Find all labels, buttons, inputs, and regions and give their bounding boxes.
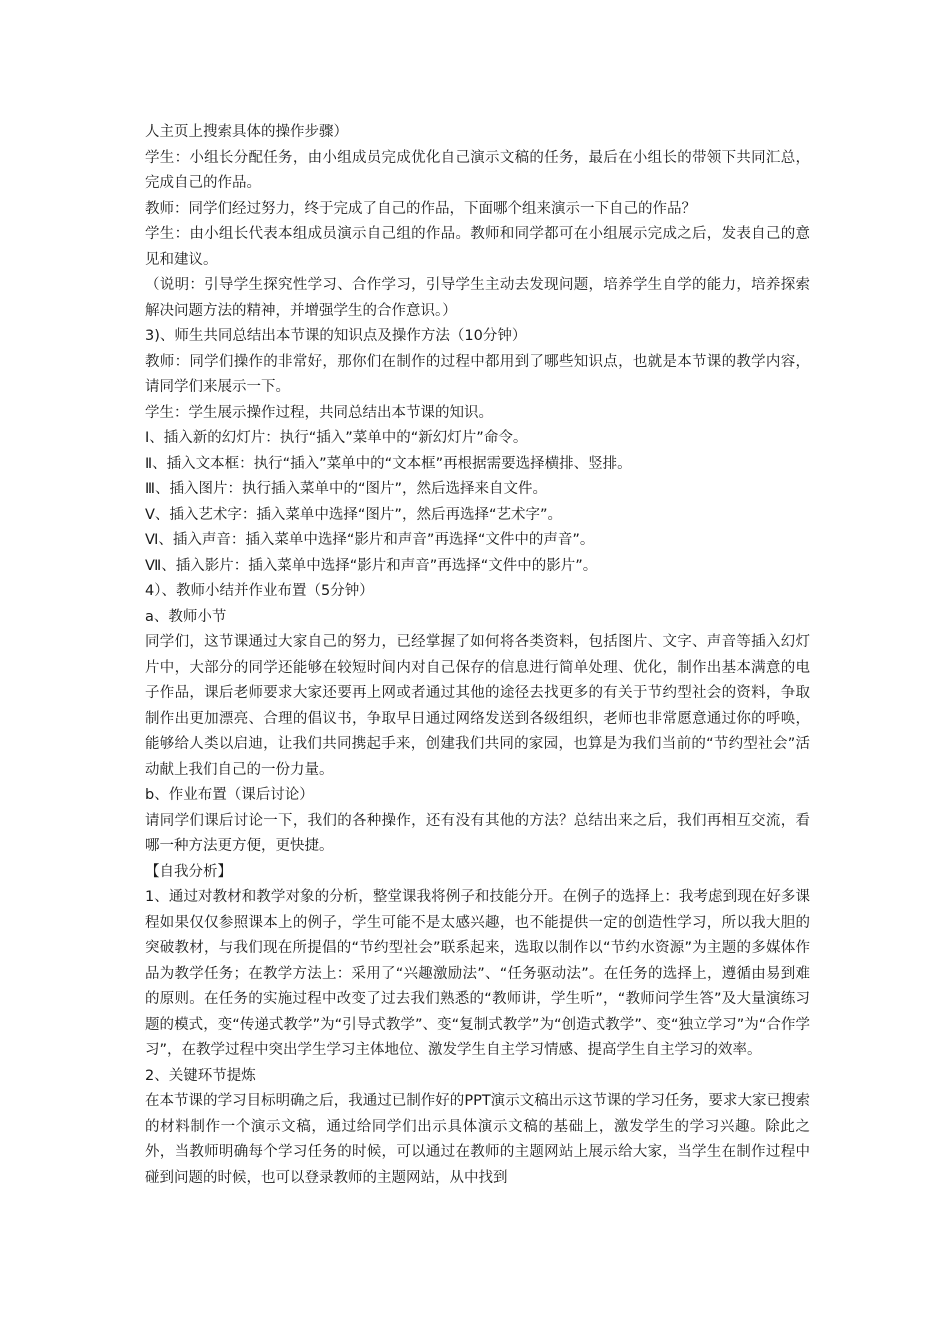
list-item: Ⅱ、插入文本框：执行“插入”菜单中的“文本框”再根据需要选择横排、竖排。 xyxy=(145,455,632,472)
section-heading: 3)、师生共同总结出本节课的知识点及操作方法（10分钟） xyxy=(145,328,527,344)
list-item: Ⅶ、插入影片：插入菜单中选择“影片和声音”再选择“文件中的影片”。 xyxy=(145,557,598,574)
list-item: Ⅴ、插入艺术字：插入菜单中选择“图片”，然后再选择“艺术字”。 xyxy=(145,506,562,523)
paragraph: 学生：小组长分配任务，由小组成员完成优化自己演示文稿的任务，最后在小组长的带领下共同汇总，完成自己的作品。 xyxy=(145,149,810,191)
subsection-heading: a、教师小节 xyxy=(145,608,227,625)
paragraph: 教师：同学们经过努力，终于完成了自己的作品，下面哪个组来演示一下自己的作品？ xyxy=(145,200,696,217)
subsection-heading: b、作业布置（课后讨论） xyxy=(145,787,314,803)
paragraph: 同学们，这节课通过大家自己的努力，已经掌握了如何将各类资料，包括图片、文字、声音等插入幻灯片中，大部分的同学还能够在较短时间内对自己保存的信息进行简单处理、优化，制作出基本满意的电子作品，课后老师要求大家还要再上网或者通过其他的途径去找更多的有关于节约型社会的资料，争取制作出更加漂亮、合理的倡议书，争取早日通过网络发送到各级组织，老师也非常愿意通过你的呼唤，能够给人类以启迪，让我们共同携起手来，创建我们共同的家园，也算是为我们当前的“节约型社会”活动献上我们自己的一份力量。 xyxy=(145,634,810,778)
list-item: Ⅵ、插入声音：插入菜单中选择“影片和声音”再选择“文件中的声音”。 xyxy=(145,532,595,548)
section-heading: 2、关键环节提炼 xyxy=(145,1067,256,1084)
paragraph: 教师：同学们操作的非常好，那你们在制作的过程中都用到了哪些知识点，也就是本节课的教学内容，请同学们来展示一下。 xyxy=(145,353,810,395)
paragraph: 在本节课的学习目标明确之后，我通过已制作好的PPT演示文稿出示这节课的学习任务，要求大家已搜索的材料制作一个演示文稿，通过给同学们出示具体演示文稿的基础上，激发学生的学习兴趣。除此之外，当教师明确每个学习任务的时候，可以通过在教师的主题网站上展示给大家，当学生在制作过程中碰到问题的时候，也可以登录教师的主题网站，从中找到 xyxy=(145,1093,810,1186)
paragraph: （说明：引导学生探究性学习、合作学习，引导学生主动去发现问题，培养学生自学的能力，培养探索解决问题方法的精神，并增强学生的合作意识。） xyxy=(145,277,810,319)
document-body xyxy=(145,120,810,1191)
paragraph: 人主页上搜索具体的操作步骤） xyxy=(145,124,348,140)
section-heading: 【自我分析】 xyxy=(145,863,232,880)
paragraph: 1、通过对教材和教学对象的分析，整堂课我将例子和技能分开。在例子的选择上：我考虑到现在好多课程如果仅仅参照课本上的例子，学生可能不是太感兴趣，也不能提供一定的创造性学习，所以我大胆的突破教材，与我们现在所提倡的“节约型社会”联系起来，选取以制作以“节约水资源”为主题的多媒体作品为教学任务；在教学方法上：采用了“兴趣激励法”、“任务驱动法”。在任务的选择上，遵循由易到难的原则。在任务的实施过程中改变了过去我们熟悉的“教师讲，学生听”，“教师问学生答”及大量演练习题的模式，变“传递式教学”为“引导式教学”、变“复制式教学”为“创造式教学”、变“独立学习”为“合作学习”，在教学过程中突出学生学习主体地位、激发学生自主学习情感、提高学生自主学习的效率。 xyxy=(145,889,810,1058)
paragraph: 学生：由小组长代表本组成员演示自己组的作品。教师和同学都可在小组展示完成之后，发表自己的意见和建议。 xyxy=(145,226,810,268)
list-item: Ⅲ、插入图片：执行插入菜单中的“图片”，然后选择来自文件。 xyxy=(145,481,548,497)
list-item: Ⅰ、插入新的幻灯片：执行“插入”菜单中的“新幻灯片”命令。 xyxy=(145,430,528,446)
paragraph: 学生：学生展示操作过程，共同总结出本节课的知识。 xyxy=(145,404,493,421)
section-heading: 4）、教师小结并作业布置（5分钟） xyxy=(145,583,374,599)
paragraph: 请同学们课后讨论一下，我们的各种操作，还有没有其他的方法？总结出来之后，我们再相互交流，看哪一种方法更方便，更快捷。 xyxy=(145,812,810,854)
